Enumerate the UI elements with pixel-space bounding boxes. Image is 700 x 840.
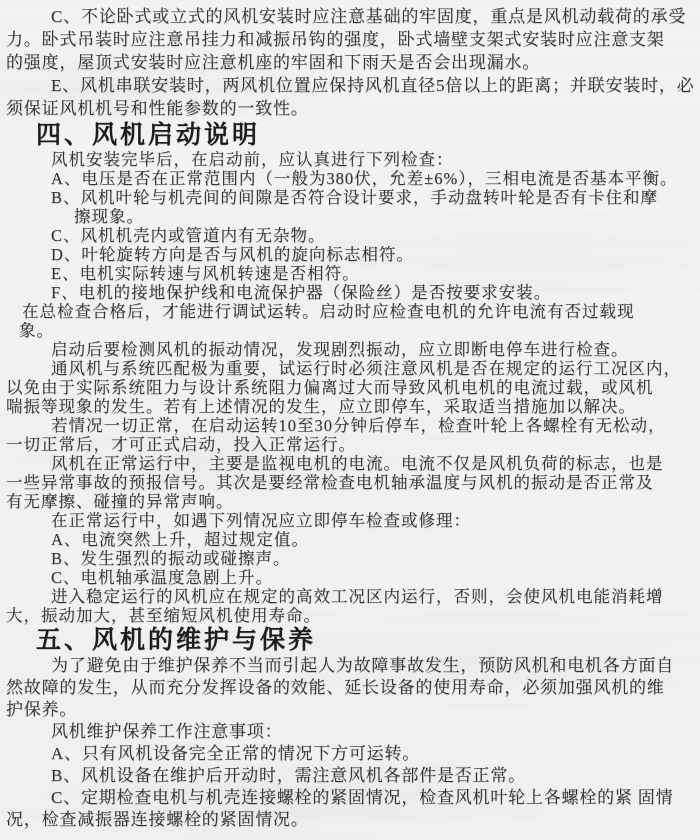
- text-line: 通风机与系统匹配极为重要，试运行时必须注意风机是否在规定的运行工况区内，: [51, 359, 681, 378]
- section-heading: 四、风机启动说明: [36, 121, 261, 149]
- text-line: 进入稳定运行的风机应在规定的高效工况区内运行，否则，会使风机电能消耗增: [51, 587, 664, 606]
- text-line: E、风机串联安装时，两风机位置应保持风机直径5倍以上的距离；并联安装时，必: [51, 76, 695, 95]
- text-line: F、电机的接地保护线和电流保护器（保险丝）是否按要求安装。: [51, 283, 552, 302]
- text-line: 护保养。: [6, 700, 78, 719]
- text-line: 擦现象。: [74, 207, 144, 226]
- text-line: 启动后要检测风机的振动情况，发现剧烈振动，应立即断电停车进行检查。: [51, 340, 629, 359]
- text-line: 象。: [19, 321, 54, 340]
- text-line: 有无摩擦、碰撞的异常声响。: [6, 492, 234, 511]
- text-line: 以免由于实际系统阻力与设计系统阻力偏离过大而导致风机电机的电流过载，或风机: [6, 378, 654, 397]
- text-line: B、发生强烈的振动或碰擦声。: [51, 549, 291, 568]
- text-line: A、电压是否在正常范围内（一般为380伏，允差±6%），三相电流是否基本平衡。: [51, 169, 678, 188]
- text-line: A、电流突然上升，超过规定值。: [51, 530, 309, 549]
- text-line: C、定期检查电机与机壳连接螺栓的紧固情况，检查风机叶轮上各螺栓的紧 固情: [51, 788, 674, 807]
- text-line: E、电机实际转速与风机转速是否相符。: [51, 264, 360, 283]
- text-line: 风机安装完毕后，在启动前，应认真进行下列检查：: [51, 150, 454, 169]
- text-line: 况，检查减振器连接螺栓的紧固情况。: [6, 810, 309, 829]
- text-line: B、风机叶轮与机壳间的间隙是否符合设计要求，手动盘转叶轮是否有卡住和摩: [51, 188, 659, 207]
- text-line: 风机在正常运行中，主要是监视电机的电流。电流不仅是风机负荷的标志，也是: [51, 454, 664, 473]
- text-line: 然故障的发生，从而充分发挥设备的效能、延长设备的使用寿命，必须加强风机的维: [6, 678, 665, 697]
- text-line: A、只有风机设备完全正常的情况下方可运转。: [51, 744, 421, 763]
- text-line: 若情况一切正常，在启动运转10至30分钟后停车，检查叶轮上各螺栓有无松动，: [51, 416, 666, 435]
- text-line: C、不论卧式或立式的风机安装时应注意基础的牢固度，重点是风机动载荷的承受: [51, 7, 687, 26]
- text-line: 风机维护保养工作注意事项：: [51, 722, 283, 741]
- text-line: 在总检查合格后，才能进行调试运转。启动时应检查电机的允许电流有否过载现: [22, 302, 635, 321]
- text-line: 须保证风机机号和性能参数的一致性。: [6, 99, 309, 118]
- section-heading: 五、风机的维护与保养: [36, 626, 317, 654]
- text-line: 一切正常后，才可正式启动，投入正常运行。: [6, 435, 356, 454]
- text-line: 的强度，屋顶式安装时应注意机座的牢固和下雨天是否会出现漏水。: [6, 53, 540, 72]
- text-line: 一些异常事故的预报信号。其次是要经常检查电机轴承温度与风机的振动是否正常及: [6, 473, 654, 492]
- text-line: 力。卧式吊装时应注意吊挂力和减振吊钩的强度，卧式墙壁支架式安装时应注意支架: [6, 30, 665, 49]
- text-line: D、叶轮旋转方向是否与风机的旋向标志相符。: [51, 245, 414, 264]
- document-body: [6, 5, 696, 831]
- text-line: B、风机设备在维护后开动时，需注意风机各部件是否正常。: [51, 766, 526, 785]
- text-line: 为了避免由于维护保养不当而引起人为故障事故发生，预防风机和电机各方面自: [51, 656, 674, 675]
- text-line: C、电机轴承温度急剧上升。: [51, 568, 274, 587]
- text-line: 在正常运行中，如遇下列情况应立即停车检查或修理：: [51, 511, 471, 530]
- text-line: 大，振动加大，甚至缩短风机使用寿命。: [6, 606, 321, 625]
- text-line: 喘振等现象的发生。若有上述情况的发生，应立即停车，采取适当措施加以解决。: [6, 397, 636, 416]
- text-line: C、风机机壳内或管道内有无杂物。: [51, 226, 326, 245]
